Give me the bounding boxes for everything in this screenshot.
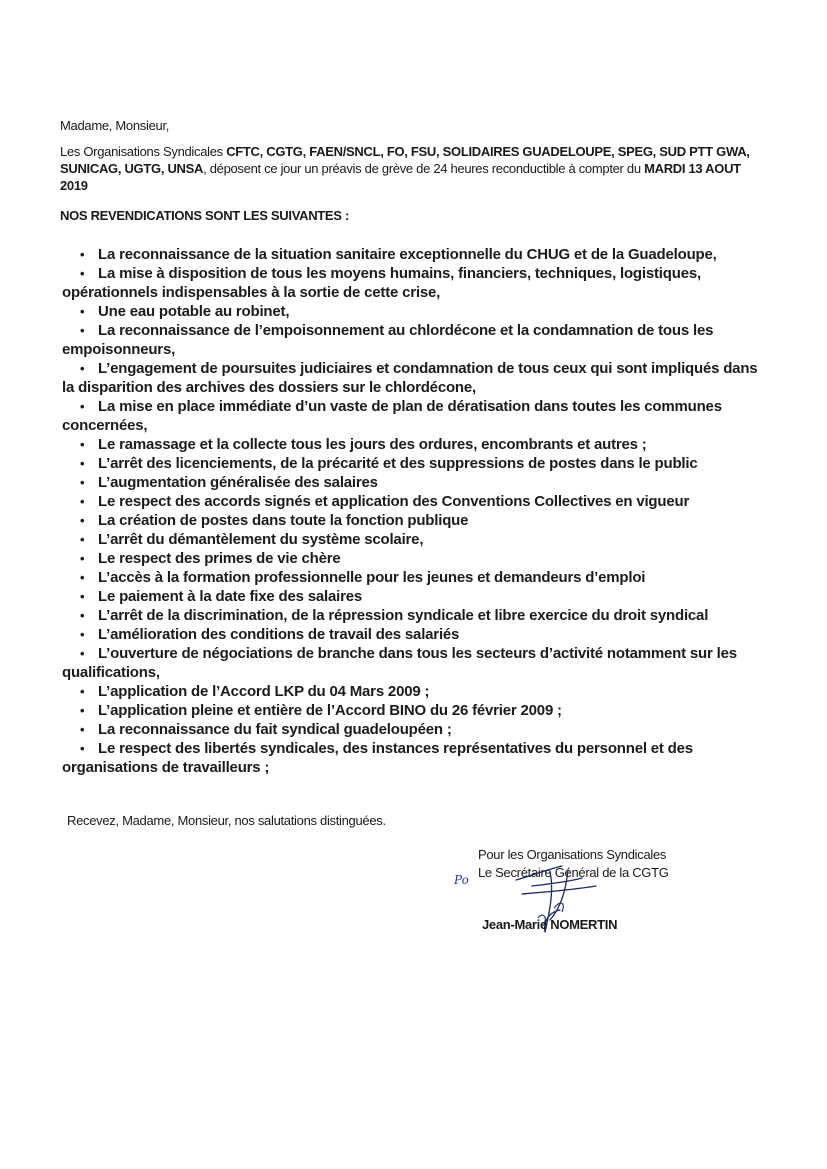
bullet-icon: •: [80, 399, 85, 414]
bullet-icon: •: [80, 532, 85, 547]
closing-line: Recevez, Madame, Monsieur, nos salutations distinguées.: [67, 813, 386, 828]
demand-text: La reconnaissance de l’empoisonnement au chlordécone et la condamnation de tous les empoisonneurs,: [62, 322, 714, 358]
demand-text: L’arrêt de la discrimination, de la répression syndicale et libre exercice du droit syndical: [98, 607, 709, 624]
demand-text: La reconnaissance du fait syndical guadeloupéen ;: [98, 721, 452, 738]
bullet-icon: •: [80, 304, 85, 319]
greeting: Madame, Monsieur,: [60, 118, 170, 133]
demand-item: [62, 321, 767, 359]
bullet-icon: •: [80, 437, 85, 452]
demand-item: [62, 264, 767, 302]
bullet-icon: •: [80, 589, 85, 604]
demand-text: L’engagement de poursuites judiciaires et condamnation de tous ceux qui sont impliqués dans la disparition des archives des dossiers sur le chlordécone,: [62, 360, 758, 396]
intro-prefix: Les Organisations Syndicales: [60, 144, 227, 159]
bullet-icon: •: [80, 513, 85, 528]
bullet-icon: •: [80, 475, 85, 490]
bullet-icon: •: [80, 247, 85, 262]
demand-item: [62, 625, 767, 644]
demand-item: [62, 644, 767, 682]
bullet-icon: •: [80, 266, 85, 281]
demand-text: Le respect des primes de vie chère: [98, 550, 341, 567]
intro-middle: , déposent ce jour un préavis de grève de 24 heures reconductible à compter du: [203, 161, 645, 176]
demand-text: Le respect des libertés syndicales, des instances représentatives du personnel et des organisations de travailleurs ;: [62, 740, 693, 776]
demand-item: [62, 245, 767, 264]
demand-item: [62, 530, 767, 549]
demand-item: [62, 606, 767, 625]
demand-item: [62, 435, 767, 454]
demand-text: La mise à disposition de tous les moyens humains, financiers, techniques, logistiques, opérationnels indispensables à la sortie de cette crise,: [62, 265, 701, 301]
bullet-icon: •: [80, 456, 85, 471]
demand-text: Une eau potable au robinet,: [98, 303, 290, 320]
strike-date: MARDI 13 AOUT 2019: [60, 161, 741, 193]
demand-item: [62, 397, 767, 435]
demand-item: [62, 720, 767, 739]
demand-item: [62, 682, 767, 701]
demand-text: L’augmentation généralisée des salaires: [98, 474, 378, 491]
demand-text: Le respect des accords signés et application des Conventions Collectives en vigueur: [98, 493, 690, 510]
demand-text: La reconnaissance de la situation sanitaire exceptionnelle du CHUG et de la Guadeloupe,: [98, 246, 717, 263]
demand-text: L’amélioration des conditions de travail des salariés: [98, 626, 460, 643]
bullet-icon: •: [80, 361, 85, 376]
demand-item: [62, 549, 767, 568]
demand-text: L’ouverture de négociations de branche dans tous les secteurs d’activité notamment sur les qualifications,: [62, 645, 737, 681]
initials-mark: Po: [454, 873, 469, 887]
demand-item: [62, 454, 767, 473]
demand-item: [62, 568, 767, 587]
demand-text: L’application pleine et entière de l’Accord BINO du 26 février 2009 ;: [98, 702, 562, 719]
bullet-icon: •: [80, 551, 85, 566]
demand-item: [62, 302, 767, 321]
signer-name: Jean-Marie NOMERTIN: [482, 917, 618, 932]
bullet-icon: •: [80, 608, 85, 623]
signature-line-1: Pour les Organisations Syndicales: [478, 847, 667, 862]
signature-line-2: Le Secrétaire Général de la CGTG: [478, 865, 669, 880]
demand-item: [62, 587, 767, 606]
union-list: CFTC, CGTG, FAEN/SNCL, FO, FSU, SOLIDAIRES GUADELOUPE, SPEG, SUD PTT GWA, SUNICAG, UGTG, UNSA: [60, 144, 750, 176]
demands-list: [62, 245, 767, 777]
demand-item: [62, 359, 767, 397]
intro-paragraph: [60, 143, 760, 194]
bullet-icon: •: [80, 741, 85, 756]
bullet-icon: •: [80, 323, 85, 338]
demands-heading: NOS REVENDICATIONS SONT LES SUIVANTES :: [60, 208, 350, 223]
bullet-icon: •: [80, 627, 85, 642]
demand-item: [62, 701, 767, 720]
demand-item: [62, 511, 767, 530]
demand-text: L’arrêt des licenciements, de la précarité et des suppressions de postes dans le public: [98, 455, 698, 472]
bullet-icon: •: [80, 684, 85, 699]
bullet-icon: •: [80, 646, 85, 661]
demand-text: La mise en place immédiate d’un vaste de plan de dératisation dans toutes les communes concernées,: [62, 398, 722, 434]
demand-text: L’application de l’Accord LKP du 04 Mars 2009 ;: [98, 683, 430, 700]
bullet-icon: •: [80, 570, 85, 585]
bullet-icon: •: [80, 722, 85, 737]
demand-text: La création de postes dans toute la fonction publique: [98, 512, 469, 529]
demand-text: L’arrêt du démantèlement du système scolaire,: [98, 531, 424, 548]
demand-item: [62, 473, 767, 492]
demand-item: [62, 739, 767, 777]
demand-text: Le paiement à la date fixe des salaires: [98, 588, 363, 605]
bullet-icon: •: [80, 494, 85, 509]
demand-text: L’accès à la formation professionnelle pour les jeunes et demandeurs d’emploi: [98, 569, 646, 586]
demand-item: [62, 492, 767, 511]
demand-text: Le ramassage et la collecte tous les jours des ordures, encombrants et autres ;: [98, 436, 647, 453]
bullet-icon: •: [80, 703, 85, 718]
